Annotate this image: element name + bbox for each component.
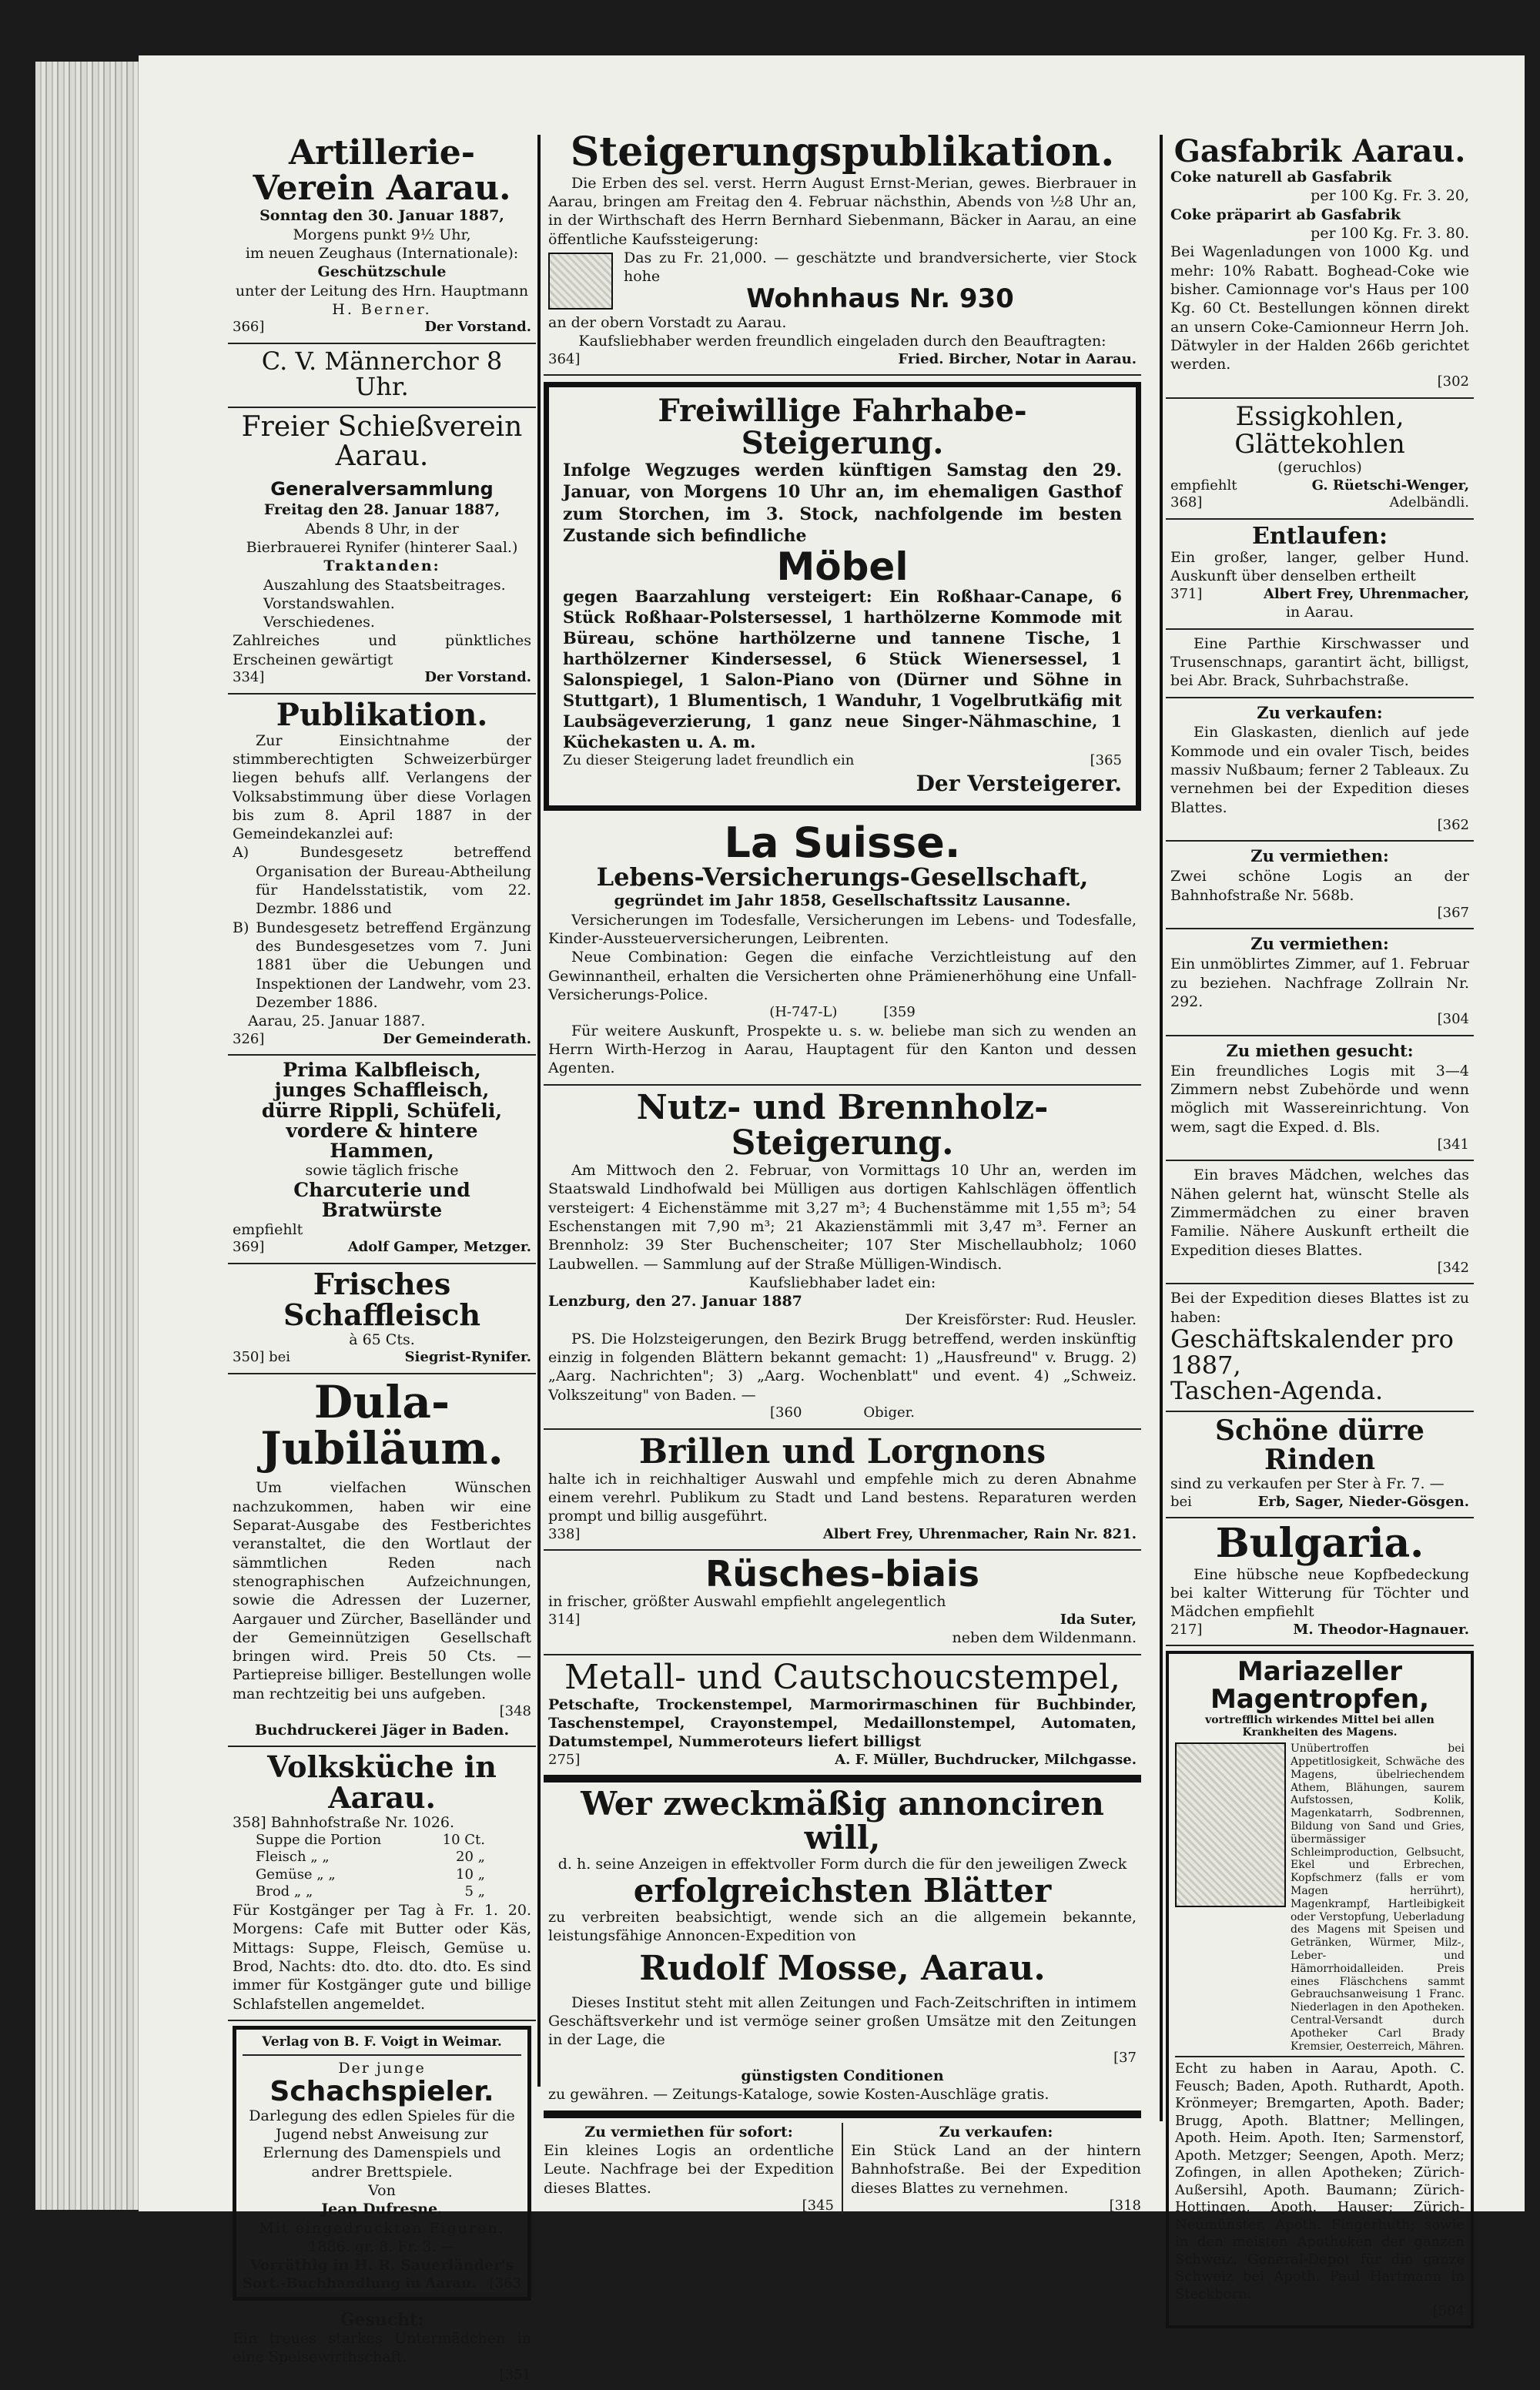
ad-title: Artillerie-Verein Aarau.: [253, 133, 511, 209]
ad-line: 1886. gr. 8. Fr. 3. —: [308, 2238, 456, 2255]
ad-text: Die Erben des sel. verst. Herrn August Ernst-Merian, gewes. Bierbrauer in Aarau, bringen am Freitag den 4. Februar nächsthin, Abends von ½8 Uhr an, in der Wirthschaft des Herrn Bernhard Siebenmann, Bäcker in Aarau, an eine öffentliche Kaufssteigerung:: [548, 174, 1137, 248]
ad-title: Mariazeller: [1237, 1656, 1403, 1688]
ad-title: Entlaufen:: [1251, 522, 1388, 550]
ad-signature: Erb, Sager, Nieder-Gösgen.: [1257, 1493, 1469, 1510]
ad-title: Zu miethen gesucht:: [1226, 1040, 1414, 1060]
ad-text: Ein großer, langer, gelber Hund. Auskunft über denselben ertheilt: [1170, 549, 1469, 585]
ad-line: sowie täglich frische: [305, 1162, 459, 1180]
ad-line: Traktanden:: [323, 557, 440, 575]
ad-headline: Wohnhaus Nr. 930: [746, 283, 1014, 315]
ad-schaffleisch: [228, 1264, 536, 1374]
ad-kirschwasser: [1166, 630, 1474, 698]
ad-line: empfiehlt: [1170, 477, 1237, 494]
ad-text: Neue Combination: Gegen die einfache Verzichtleistung auf den Gewinnantheil, erhalten die Versicherten ohne Prämienerhöhung eine Unfall-Versicherungs-Police.: [548, 949, 1137, 1003]
ad-number: [37: [1113, 2049, 1137, 2066]
ad-number: [341: [1437, 1136, 1469, 1153]
ad-title: Freiwillige Fahrhabe-Steigerung.: [658, 393, 1027, 462]
ad-text: A) Bundesgesetz betreffend Organisation der Bureau-Abtheilung für Handelsstatistik, vom 22. Dezmbr. 1886 und: [233, 844, 531, 918]
ad-title: La Suisse.: [724, 818, 961, 867]
ad-number: 334]: [233, 669, 265, 686]
ad-title: Volksküche in Aarau.: [267, 1749, 497, 1815]
ad-entlaufen: [1166, 520, 1474, 630]
ad-code: (H-747-L): [769, 1004, 838, 1021]
ad-title: Nutz- und Brennholz-Steigerung.: [636, 1087, 1049, 1163]
ad-title: Wer zweckmäßig annonciren will,: [581, 1785, 1104, 1857]
ad-text: Ein treues starkes Untermädchen in eine Speisewirthschaft.: [233, 2330, 531, 2366]
ad-text: Petschafte, Trockenstempel, Marmorirmaschinen für Buchbinder, Taschenstempel, Crayonstempel, Medaillonstempel, Automaten, Datumstempel, Nummeroteurs liefert billigst: [548, 1695, 1137, 1751]
ad-number: [318: [1109, 2197, 1141, 2214]
ad-line: H. Berner.: [332, 300, 432, 318]
price-item: Coke naturell ab Gasfabrik: [1170, 169, 1392, 186]
price-value: 10 „: [456, 1866, 485, 1883]
ad-mariazeller: [1166, 1651, 1474, 2328]
ad-title: Publikation.: [276, 696, 488, 733]
ad-line: dürre Rippli, Schüfeli,: [261, 1099, 503, 1122]
ad-text: Ein Glaskasten, dienlich auf jede Kommode und ein ovaler Tisch, beides massiv Nußbaum; ferner 2 Tableaux. Zu vernehmen bei der Expedition dieses Blattes.: [1170, 724, 1469, 816]
ad-signature: Fried. Bircher, Notar in Aarau.: [898, 350, 1137, 367]
ad-line: bei: [1170, 1493, 1192, 1510]
ad-essigkohlen: [1166, 399, 1474, 520]
price-value: per 100 Kg. Fr. 3. 80.: [1311, 224, 1469, 242]
ad-text: Für Kostgänger per Tag à Fr. 1. 20. Morgens: Cafe mit Butter oder Käs, Mittags: Suppe, Fleisch, Gemüse u. Brod, Nachts: dto. dto. dto. dto. Es sind immer für Kostgänger gute und billige Schlafstellen angemeldet.: [233, 1901, 531, 2013]
ad-subtitle: Generalversammlung: [270, 477, 494, 500]
ad-rudolf-mosse: [544, 1782, 1141, 2117]
ad-text: Infolge Wegzuges werden künftigen Samstag den 29. Januar, von Morgens 10 Uhr an, im ehemaligen Gasthof zum Storchen, im 3. Stock, nachfolgende im besten Zustande sich befindliche: [563, 460, 1122, 546]
ad-number: [345: [802, 2197, 834, 2214]
ad-zu-verkaufen: [851, 2123, 1141, 2215]
ad-fleisch: [228, 1056, 536, 1264]
column-right: [1166, 131, 1474, 2320]
ad-line: à 65 Cts.: [349, 1331, 415, 1348]
price-value: 10 Ct.: [442, 1831, 485, 1848]
ad-signature: Der Gemeinderath.: [383, 1030, 531, 1047]
ad-line: Kaufsliebhaber ladet ein:: [748, 1274, 936, 1291]
ad-maennerchor: [228, 344, 536, 408]
ad-zu-vermiethen: [544, 2123, 834, 2215]
ad-schachspieler: [228, 2021, 536, 2307]
ad-text: Bei Wagenladungen von 1000 Kg. und mehr: 10% Rabatt. Boghead-Coke wie bisher. Camionnage vor's Haus per 100 Kg. 60 Ct. Bestellungen können direkt an unsern Coke-Camionneur Herrn Joh. Dätwyler in der Halden 266b gerichtet werden.: [1170, 243, 1469, 373]
ad-text: B) Bundesgesetz betreffend Ergänzung des Bundesgesetzes vom 7. Juni 1881 über die Uebungen und Inspektionen der Landwehr, vom 23. Dezember 1886.: [233, 919, 531, 1011]
ad-text: sind zu verkaufen per Ster à Fr. 7. —: [1170, 1475, 1445, 1493]
ad-text: Darlegung des edlen Spieles für die Jugend nebst Anweisung zur Erlernung des Damenspiels und andrer Brettspiele.: [249, 2107, 515, 2181]
ad-text: Bei der Expedition dieses Blattes ist zu haben:: [1170, 1290, 1469, 1326]
ad-gesucht: [228, 2307, 536, 2390]
ad-maedchen: [1166, 1161, 1474, 1284]
ad-zu-miethen-gesucht: [1166, 1036, 1474, 1162]
ad-number: 275]: [548, 1751, 581, 1768]
ad-text: Ein Stück Land an der hintern Bahnhofstraße. Bei der Expedition dieses Blattes zu vernehmen.: [851, 2142, 1141, 2197]
ad-line: Der junge: [338, 2059, 426, 2077]
ad-text: zu verbreiten beabsichtigt, wende sich an die allgemein bekannte, leistungsfähige Annoncen-Expedition von: [548, 1908, 1137, 1945]
ad-number: 338]: [548, 1525, 581, 1542]
ad-line: empfiehlt: [233, 1221, 303, 1239]
ad-number: [360: [770, 1404, 802, 1421]
ad-line: neben dem Wildenmann.: [952, 1629, 1137, 1647]
ad-line: (geruchlos): [1277, 459, 1362, 477]
ad-title: Rüsches-biais: [705, 1553, 980, 1595]
ad-line: Von: [368, 2181, 396, 2199]
price-value: 5 „: [464, 1883, 485, 1900]
ad-title: Gesucht:: [340, 2310, 424, 2331]
ad-kalender: [1166, 1284, 1474, 1411]
ad-zu-vermiethen-logis: [1166, 842, 1474, 929]
ad-volkskueche: [228, 1747, 536, 2021]
ad-number: 350] bei: [233, 1349, 291, 1366]
column-middle: [544, 127, 1141, 2214]
page-stack-edge: [35, 62, 139, 2210]
ad-subtitle: Lebens-Versicherungs-Gesellschaft,: [596, 862, 1089, 892]
ad-headline: Taschen-Agenda.: [1170, 1376, 1384, 1406]
ad-text: gegen Baarzahlung versteigert: Ein Roßhaar-Canape, 6 Stück Roßhaar-Polstersessel, 1 harthölzerne Kommode mit Büreau, schöne harthölzerne und tannene Tische, 1 harthölzerner Kindersessel, 6 Stück Wienersessel, 1 Salonspiegel, 1 Salon-Piano von (Dürner und Söhne in Stuttgart), 1 Blumentisch, 1 Wanduhr, 1 Vogelbrutkäfig mit Laubsägeverzierung, 1 ganz neue Singer-Nähmaschine, 1 Küchekasten u. A. m.: [563, 587, 1122, 751]
ad-signature: Albert Frey, Uhrenmacher, Rain Nr. 821.: [822, 1525, 1137, 1542]
ad-title: Brillen und Lorgnons: [638, 1431, 1046, 1471]
ad-rusches-biais: [544, 1551, 1141, 1655]
ad-line: Bratwürste: [321, 1198, 443, 1221]
list-item: Auszahlung des Staatsbeitrages.: [263, 576, 506, 594]
ad-headline: Rudolf Mosse, Aarau.: [639, 1949, 1046, 1989]
ad-number: 326]: [233, 1030, 265, 1047]
ad-title: Freier Schießverein Aarau.: [241, 410, 523, 472]
ad-signature: Der Vorstand.: [424, 319, 531, 336]
ad-text: Ein unmöblirtes Zimmer, auf 1. Februar zu beziehen. Nachfrage Zollrain Nr. 292.: [1170, 956, 1469, 1010]
ad-text: Eine hübsche neue Kopfbedeckung bei kalter Witterung für Töchter und Mädchen empfiehlt: [1170, 1565, 1469, 1621]
ad-text: in frischer, größter Auswahl empfiehlt angelegentlich: [548, 1593, 946, 1611]
ad-text: Unübertroffen bei Appetitlosigkeit, Schwäche des Magens, übelriechendem Athem, Blähungen, saurem Aufstossen, Kolik, Magenkatarrh, Sodbrennen, Bildung von Sand und Gries, übermässiger Schleimproduction, Gelbsucht, Ekel und Erbrechen, Kopfschmerz (falls er vom Magen herrührt), Magenkrampf, Hartleibigkeit oder Verstopfung, Ueberladung des Magens mit Speisen und Getränken, Würmer, Milz-, Leber- und Hämorrhoidalleiden. Preis eines Fläschchens sammt Gebrauchsanweisung 1 Franc. Niederlagen in den Apotheken. Central-Versandt durch Apotheker Carl Brady Kremsier, Oesterreich, Mähren.: [1291, 1742, 1465, 2053]
ad-line: Bierbrauerei Rynifer (hinterer Saal.): [246, 538, 518, 556]
ad-number: [362: [1437, 816, 1469, 833]
ad-signature: Der Vorstand.: [424, 669, 531, 686]
ad-text: Zwei schöne Logis an der Bahnhofstraße Nr. 568b.: [1170, 868, 1469, 904]
ad-number: [304: [1437, 1011, 1469, 1028]
ad-line: Kaufsliebhaber werden freundlich eingeladen durch den Beauftragten:: [578, 333, 1106, 350]
ad-steigerungspublikation: [544, 127, 1141, 376]
ad-text: halte ich in reichhaltiger Auswahl und empfehle mich zu deren Abnahme einem verehrl. Publikum zu Stadt und Land bestens. Reparaturen werden prompt und billig ausgeführt.: [548, 1470, 1137, 1525]
ad-number: [348: [499, 1703, 531, 1720]
ad-line: im neuen Zeughaus (Internationale):: [245, 245, 519, 262]
ad-number: 371]: [1170, 585, 1203, 602]
ad-number: 364]: [548, 350, 581, 367]
ad-title: C. V. Männerchor 8 Uhr.: [261, 346, 503, 402]
price-item: Coke präparirt ab Gasfabrik: [1170, 206, 1401, 223]
ad-number: [365: [1090, 752, 1122, 769]
ad-text: Für weitere Auskunft, Prospekte u. s. w. beliebe man sich zu wenden an Herrn Wirth-Herzog in Aarau, Hauptagent für den Kanton und dessen Agenten.: [548, 1022, 1137, 1077]
ad-subtitle: vortrefflich wirkendes Mittel bei allen Krankheiten des Magens.: [1205, 1713, 1435, 1739]
price-item: Gemüse „ „: [256, 1866, 336, 1883]
ad-text: d. h. seine Anzeigen in effektvoller Form durch die für den jeweiligen Zweck: [557, 1856, 1127, 1873]
ad-title: Zu verkaufen:: [1257, 702, 1383, 722]
ad-title: Schöne dürre Rinden: [1215, 1414, 1424, 1476]
ad-line: Aarau, 25. Januar 1887.: [248, 1013, 426, 1030]
ad-number: [342: [1437, 1259, 1469, 1276]
ad-title: Dula-Jubiläum.: [260, 1375, 504, 1475]
ad-number: [351: [499, 2366, 531, 2383]
ad-title: Bulgaria.: [1215, 1520, 1424, 1568]
price-item: Fleisch „ „: [256, 1849, 330, 1866]
ad-title: Frisches Schaffleisch: [283, 1266, 481, 1332]
ad-schiessverein: [228, 408, 536, 695]
ad-publikation: [228, 695, 536, 1056]
ad-fahrhabe-steigerung: [544, 382, 1141, 810]
ad-zu-verkaufen-glaskasten: [1166, 698, 1474, 842]
ad-title: Magentropfen,: [1210, 1683, 1430, 1715]
ad-line: vordere & hintere Hammen,: [286, 1119, 478, 1163]
ad-text: Ein braves Mädchen, welches das Nähen gelernt hat, wünscht Stelle als Zimmermädchen zu einer braven Familie. Nähere Auskunft ertheilt die Expedition dieses Blattes.: [1170, 1167, 1469, 1259]
ad-line: Adelbändli.: [1389, 494, 1469, 511]
ad-text: Ein freundliches Logis mit 3—4 Zimmern nebst Zubehörde und wenn möglich mit Wassereinrichtung. Von wem, sagt die Exped. d. Bls.: [1170, 1062, 1469, 1136]
ad-text: Um vielfachen Wünschen nachzukommen, haben wir eine Separat-Ausgabe des Festberichtes veranstaltet, die den Wortlaut der sämmtlichen Reden nach stenographischen Aufzeichnungen, sowie die Adressen der Luzerner, Aargauer und Zürcher, Baselländer und der Gemeinnützigen Gesellschaft bringen wird. Preis 50 Cts. — Partiepreise billiger. Bestellungen wolle man rechtzeitig bei uns aufgeben.: [233, 1479, 531, 1702]
ad-line: Charcuterie und: [293, 1178, 470, 1201]
ad-number: 217]: [1170, 1621, 1203, 1638]
ad-number: 366]: [233, 319, 265, 336]
price-item: Brod „ „: [256, 1883, 313, 1900]
church-illustration: [1175, 1742, 1286, 1907]
ad-title: Zu vermiethen:: [1250, 934, 1389, 954]
ad-subtitle: gegründet im Jahr 1858, Gesellschaftssitz Lausanne.: [614, 891, 1071, 910]
ad-number: [359: [883, 1004, 916, 1021]
price-value: 20 „: [456, 1849, 485, 1866]
ad-number: 369]: [233, 1239, 265, 1256]
ad-title: Metall- und Cautschoucstempel,: [564, 1657, 1121, 1697]
ad-title: Gasfabrik Aarau.: [1173, 133, 1466, 169]
ad-text: Eine Parthie Kirschwasser und Trusenschnaps, garantirt ächt, billigst, bei Abr. Brack, Suhrbachstraße.: [1170, 634, 1469, 690]
ad-line: an der obern Vorstadt zu Aarau.: [548, 314, 787, 332]
ad-rinden: [1166, 1412, 1474, 1518]
ad-signature: Buchdruckerei Jäger in Baden.: [254, 1721, 510, 1739]
house-illustration: [548, 253, 613, 310]
ad-line: 358] Bahnhofstraße Nr. 1026.: [233, 1813, 455, 1831]
ad-line: Mit eingedruckten Figuren.: [259, 2219, 505, 2237]
ad-line: Jean Dufresne.: [321, 2201, 443, 2218]
ad-text: zu gewähren. — Zeitungs-Kataloge, sowie Kosten-Auschläge gratis.: [548, 2086, 1050, 2104]
small-ads-row: [544, 2118, 1141, 2215]
price-item: Suppe die Portion: [256, 1831, 382, 1848]
ad-text: Zur Einsichtnahme der stimmberechtigten Schweizerbürger liegen behufs allf. Verlangens der Volksabstimmung über diese Vorlagen bis zum 8. April 1887 in der Gemeindekanzlei auf:: [233, 731, 531, 843]
ad-line: Geschützschule: [317, 263, 447, 281]
ad-bulgaria: [1166, 1518, 1474, 1646]
column-rule-left: [537, 135, 541, 2087]
ad-signature: Obiger.: [863, 1404, 915, 1421]
ad-la-suisse: [544, 817, 1141, 1086]
ad-line: Abends 8 Uhr, in der: [305, 520, 459, 537]
ad-title: Steigerungspublikation.: [570, 129, 1115, 176]
ad-brennholz: [544, 1086, 1141, 1430]
ad-line: Vorräthig in H. R. Sauerländer's: [249, 2257, 514, 2275]
column-left: [228, 131, 536, 2383]
ad-line: Morgens punkt 9½ Uhr,: [293, 226, 471, 243]
ad-dula: [228, 1374, 536, 1747]
ad-number: [367: [1437, 904, 1469, 921]
ad-header: Verlag von B. F. Voigt in Weimar.: [262, 2034, 502, 2050]
ad-signature: Adolf Gamper, Metzger.: [347, 1239, 531, 1256]
ad-line: Freitag den 28. Januar 1887,: [263, 501, 500, 519]
ad-signature: G. Rüetschi-Wenger,: [1311, 477, 1469, 494]
ad-title: Essigkohlen, Glättekohlen: [1234, 400, 1405, 460]
ad-title: Zu vermiethen:: [1250, 846, 1389, 866]
ad-signature: Der Kreisförster: Rud. Heusler.: [905, 1311, 1137, 1329]
ad-line: Lenzburg, den 27. Januar 1887: [548, 1293, 802, 1310]
ad-title: Schachspieler.: [270, 2075, 494, 2107]
ad-text: Ein kleines Logis an ordentliche Leute. Nachfrage bei der Expedition dieses Blattes.: [544, 2142, 834, 2197]
ad-signature: A. F. Müller, Buchdrucker, Milchgasse.: [835, 1751, 1137, 1768]
ad-stempel: [544, 1655, 1141, 1783]
ad-text: Dieses Institut steht mit allen Zeitungen und Fach-Zeitschriften in intimem Geschäftsverkehr und ist vermöge seiner großen Umsätze mit den Zeitungen in der Lage, die: [548, 1993, 1137, 2049]
list-item: Verschiedenes.: [263, 614, 375, 631]
ad-line: Prima Kalbfleisch,: [283, 1059, 481, 1082]
ad-number: 368]: [1170, 494, 1203, 511]
ad-signature: Albert Frey, Uhrenmacher,: [1263, 585, 1469, 602]
ad-signature: Siegrist-Rynifer.: [404, 1349, 531, 1366]
ad-title: Zu verkaufen:: [939, 2123, 1053, 2141]
ad-number: [363: [489, 2275, 521, 2291]
ad-number: [302: [1437, 373, 1469, 390]
ad-signature: M. Theodor-Hagnauer.: [1293, 1621, 1469, 1638]
ad-text: Echt zu haben in Aarau, Apoth. C. Feusch; Baden, Apoth. Ruthardt, Apoth. Krönmeyer; Bremgarten, Apoth. Bader; Brugg, Apoth. Blattner; Mellingen, Apoth. Heim. Apoth. Iten; Sarmenstorf, Apoth. Metzger; Seengen, Apoth. Merz; Zofingen, in allen Apotheken; Zürich-Außersihl, Apoth. Baumann; Zürich-Hottingen, Apoth. Hauser; Zürich-Neumünster, Apoth. Fingerhuth; sowie in den meisten Apotheken der ganzen Schweiz. General-Depot für die ganze Schweiz bei Apoth. Paul Hartmann in Steckborn.: [1175, 2060, 1465, 2302]
ad-number: 314]: [548, 1611, 581, 1628]
ad-line: Das zu Fr. 21,000. — geschätzte und brandversicherte, vier Stock hohe: [624, 249, 1137, 286]
ad-text: Am Mittwoch den 2. Februar, von Vormittags 10 Uhr an, werden im Staatswald Lindhofwald bei Mülligen aus dortigen Kahlschlägen öffentlich versteigert: 4 Eichenstämme mit 3,27 m³; 4 Buchenstämme mit 1,55 m³; 54 Eschenstangen mit 7,90 m³; 21 Akazienstämmli mit 3,47 m³. Ferner an Brennholz: 39 Ster Buchenscheiter; 107 Ster Mischellaubholz; 1060 Laubwellen. — Sammlung auf der Straße Mülligen-Windisch.: [548, 1161, 1137, 1273]
ad-brillen: [544, 1430, 1141, 1551]
ad-line: Zu dieser Steigerung ladet freundlich ein: [563, 752, 855, 769]
ad-signature: Der Versteigerer.: [916, 770, 1122, 796]
price-value: per 100 Kg. Fr. 3. 20,: [1311, 187, 1469, 205]
ad-line: günstigsten Conditionen: [741, 2067, 944, 2085]
ad-headline: Möbel: [776, 544, 909, 589]
ad-headline: Geschäftskalender pro 1887,: [1170, 1324, 1454, 1380]
ad-zu-vermiethen-zimmer: [1166, 929, 1474, 1036]
ad-line: Zahlreiches und pünktliches Erscheinen gewärtigt: [233, 632, 531, 668]
ad-text: Versicherungen im Todesfalle, Versicherungen im Lebens- und Todesfalle, Kinder-Aussteuerversicherungen, Leibrenten.: [548, 911, 1137, 947]
ad-number: [504: [1432, 2303, 1465, 2320]
ad-line: Sonntag den 30. Januar 1887,: [259, 207, 504, 225]
column-rule-right: [1160, 135, 1163, 2121]
ad-artillerie: [228, 131, 536, 344]
list-item: Vorstandswahlen.: [263, 594, 395, 612]
ad-headline: erfolgreichsten Blätter: [633, 1871, 1052, 1910]
ad-line: junges Schaffleisch,: [274, 1079, 490, 1102]
ad-line: unter der Leitung des Hrn. Hauptmann: [235, 282, 529, 300]
ad-text: PS. Die Holzsteigerungen, den Bezirk Brugg betreffend, werden inskünftig einzig in folgenden Blättern bekannt gemacht: 1) „Hausfreund" v. Brugg. 2) „Aarg. Nachrichten"; 3) „Aarg. Wochenblatt" und event. 4) „Schweiz. Volkszeitung" von Baden. —: [548, 1330, 1137, 1404]
ad-line: Sort.-Buchhandlung in Aarau.: [243, 2275, 477, 2291]
ad-line: in Aarau.: [1285, 604, 1354, 621]
ad-gasfabrik: [1166, 131, 1474, 399]
ad-title: Zu vermiethen für sofort:: [584, 2123, 793, 2141]
ad-signature: Ida Suter,: [1060, 1611, 1137, 1628]
